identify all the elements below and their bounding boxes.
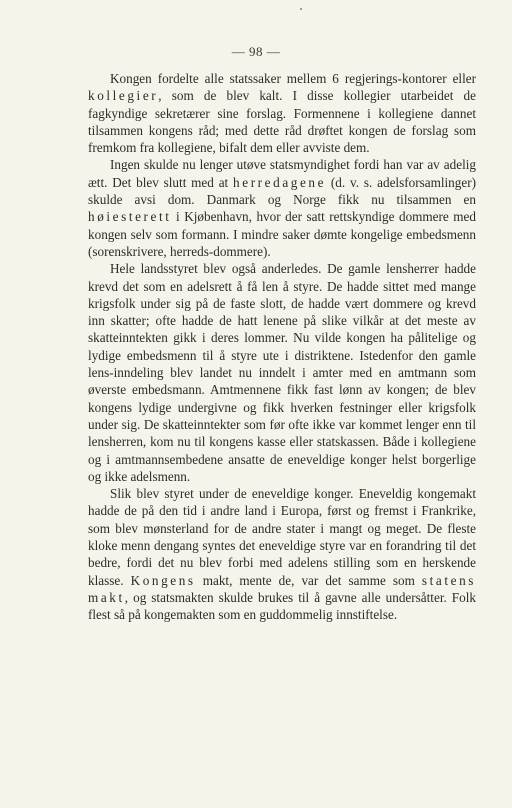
emphasized-text: herredagene (233, 174, 327, 190)
text-run: makt, mente de, var det samme som (195, 572, 422, 588)
body-text (88, 70, 476, 624)
paragraph (88, 485, 476, 623)
text-run: Kongen fordelte alle statssaker mellem 6 regjerings-kontorer eller (110, 71, 476, 86)
print-speck (300, 8, 302, 10)
text-run: i Kjøbenhavn, hvor der satt rettskyndige dommere med kongen selv som formann. I mindre saker dømte kongelige embedsmenn (sorenskrivere, herreds-dommere). (88, 209, 476, 259)
emphasized-text: høiesterett (88, 209, 172, 225)
paragraph (88, 156, 476, 260)
text-run: Slik blev styret under de eneveldige konger. Eneveldig kongemakt hadde de på den tid i andre land i Europa, først og fremst i Frankrike, som blev mønsterland for de andre stater i mangt og meget. De fleste kloke menn dengang syntes det eneveldige styre var en forandring til det bedre, fordi det nu blev forbi med adelens stilling som en herskende klasse. (88, 486, 476, 588)
paragraph (88, 260, 476, 485)
text-run: , som de blev kalt. I disse kollegier utarbeidet de fagkyndige sekretærer sine forslag. Formennene i kollegiene dannet tilsammen kongens råd; med dette råd drøftet kongen de forslag som fremkom fra kollegiene, bifalt dem eller avviste dem. (88, 88, 476, 156)
text-run: Hele landsstyret blev også anderledes. De gamle lensherrer hadde krevd det som en adelsrett å få len å styre. De hadde sittet med mange krigsfolk under sig på de faste slott, de hadde vært dommere og krevd inn skatter; ofte hadde de hatt lenene på slike vilkår at det meste av skatteinntekten gikk i deres lommer. Nu vilde kongen ha pålitelige og lydige embedsmenn til å styre ute i distriktene. Istedenfor den gamle lens-inndeling blev landet nu inndelt i amter med en amtmann som øverste embedsmann. Amtmennene fikk fast lønn av kongen; de blev kongens lydige undergivne og fikk hverken festninger eller krigsfolk under sig. De skatteinntekter som før ofte ikke var kommet lenger enn til lensherren, kom nu til kongens kasse eller statskassen. Både i kollegiene og i amtmannsembedene ansatte de eneveldige konger helst borgerlige og ikke adelsmenn. (88, 261, 476, 484)
text-run: Ingen skulde nu lenger utøve statsmyndighet fordi han var av adelig ætt. Det blev slutt med at (88, 157, 476, 190)
paragraph (88, 70, 476, 156)
emphasized-text: kollegier (88, 88, 159, 104)
text-run: , og statsmakten skulde brukes til å gavne alle undersåtter. Folk flest så på kongemakten som en guddommelig innstiftelse. (88, 589, 476, 623)
emphasized-text: statens makt (88, 572, 477, 605)
text-run: (d. v. s. adelsforsamlinger) skulde avsi dom. Danmark og Norge fikk nu tilsammen en (88, 174, 476, 208)
emphasized-text: Kongens (130, 572, 196, 588)
page-number: — 98 — (231, 44, 281, 59)
